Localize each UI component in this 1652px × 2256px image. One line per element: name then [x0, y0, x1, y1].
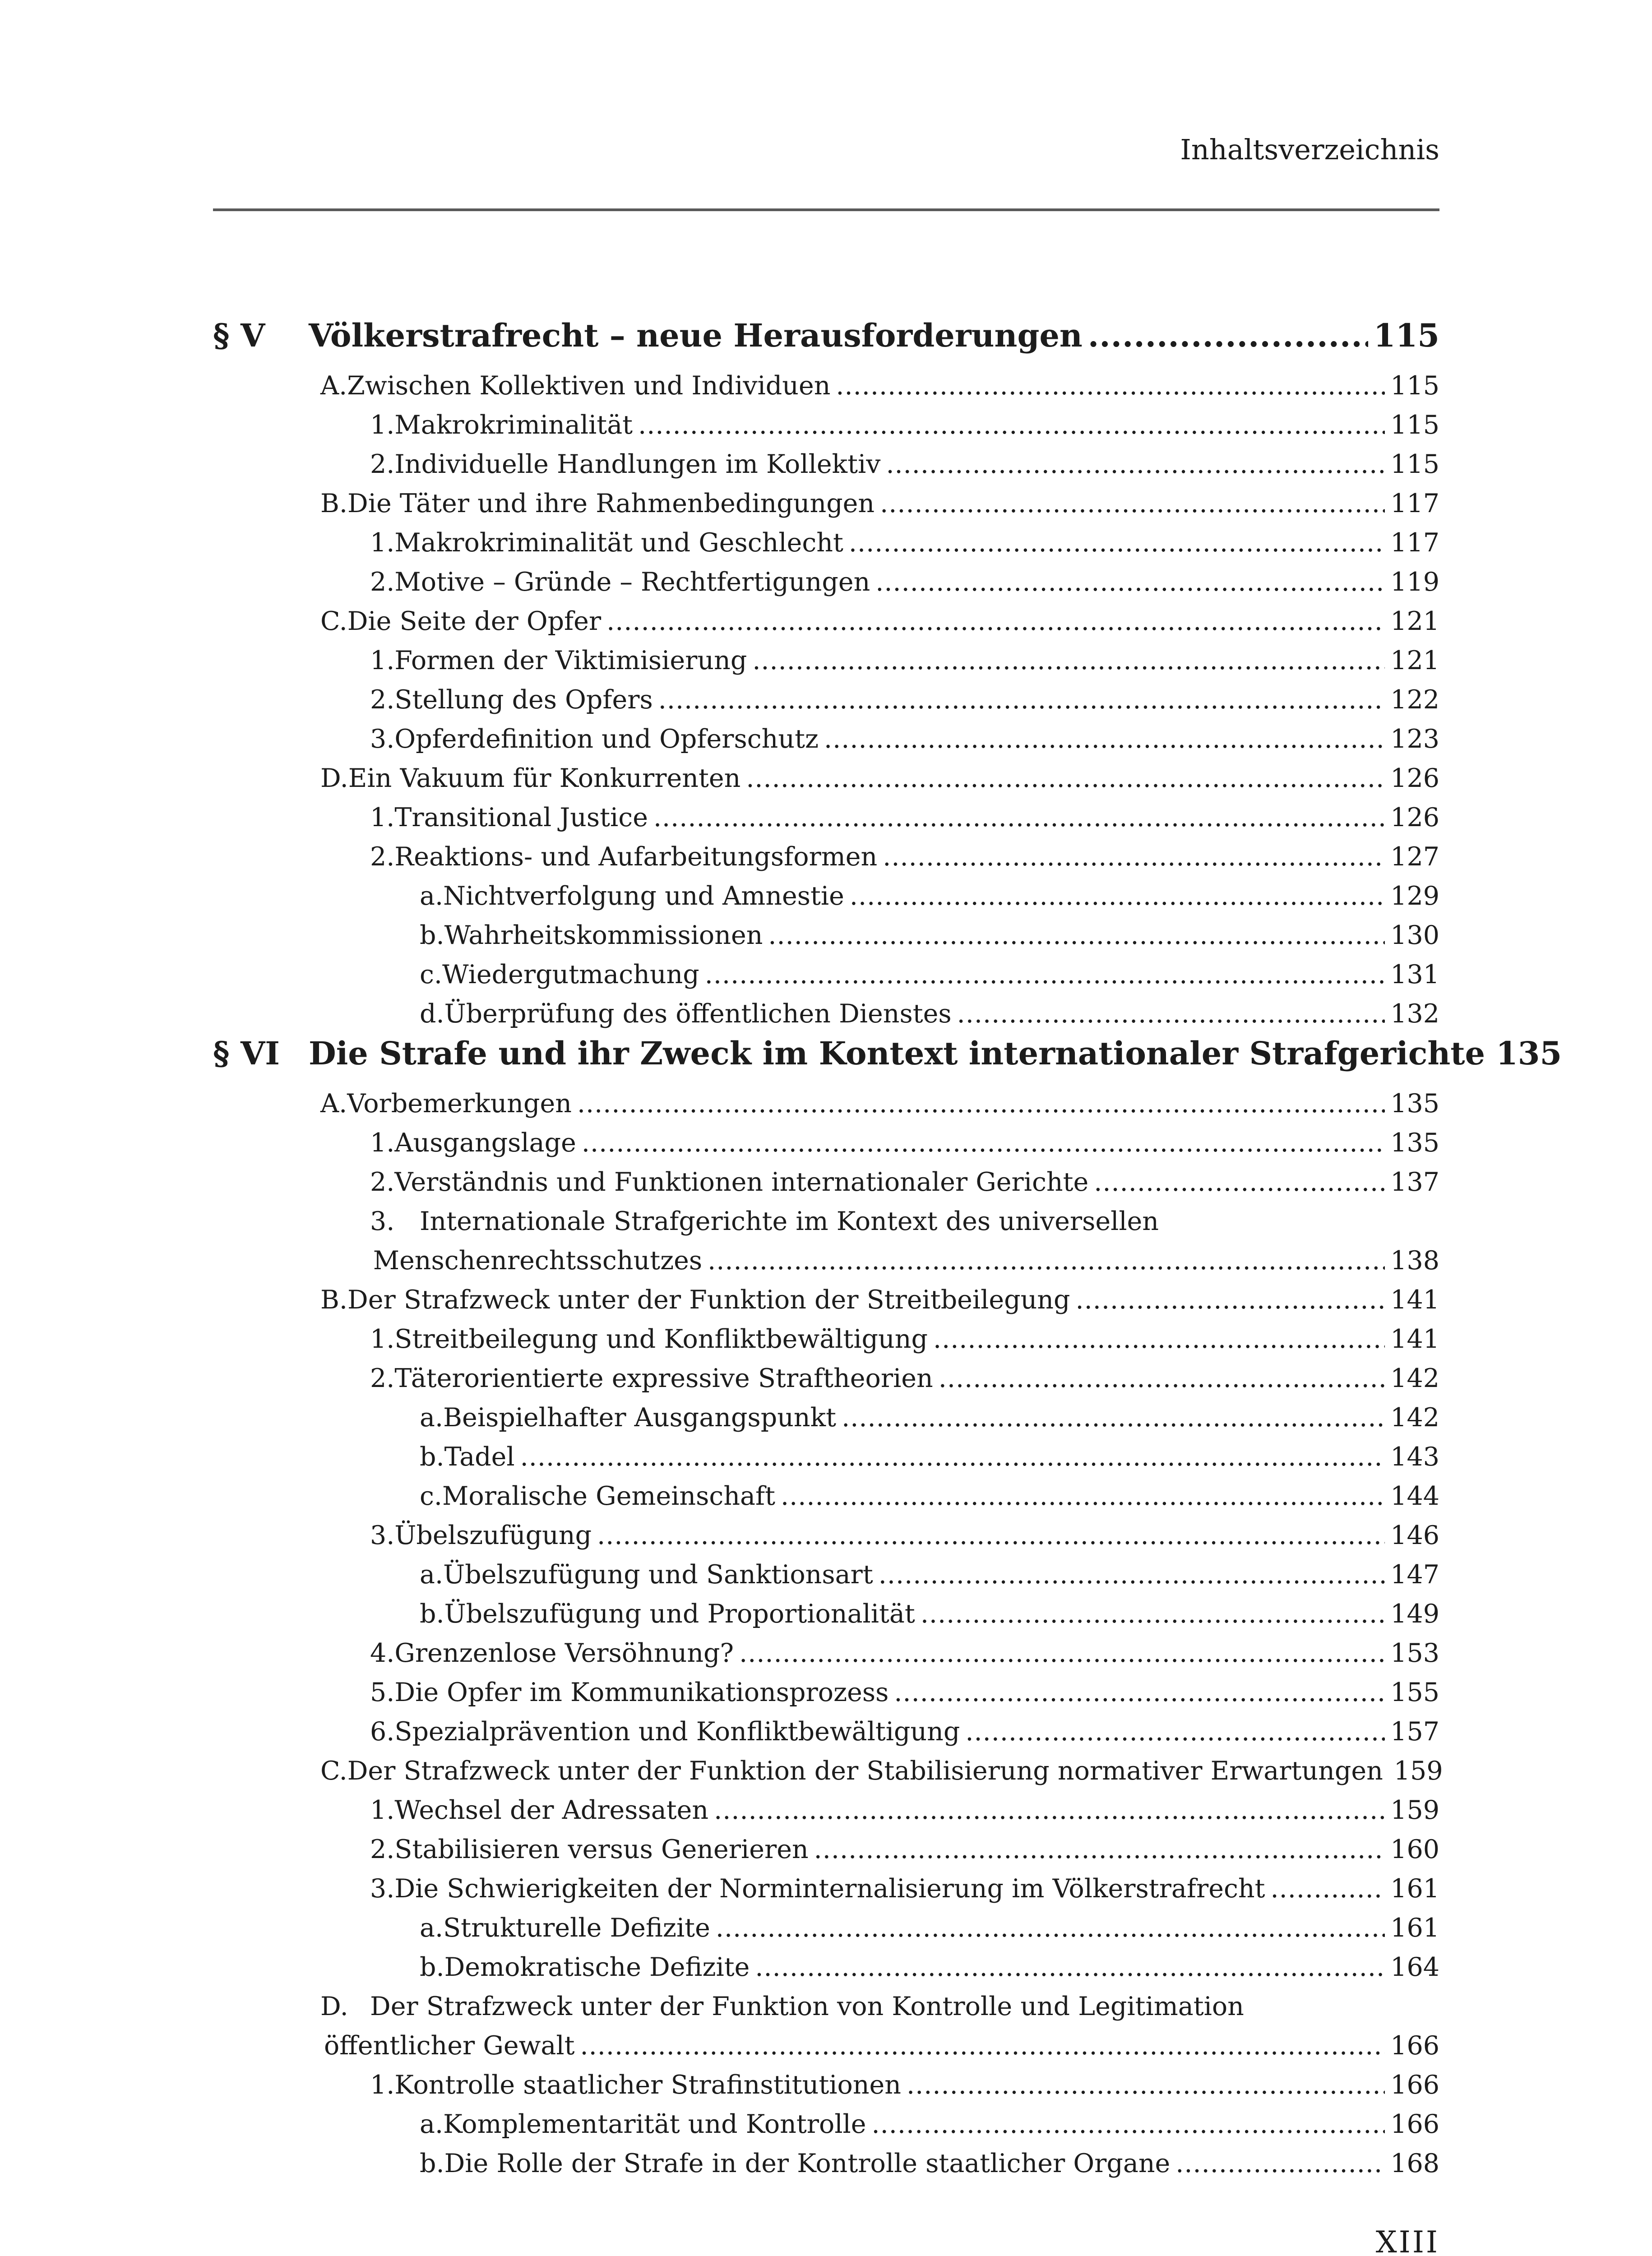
toc-entry-page: 126 — [1390, 803, 1439, 832]
toc-entry-page: 132 — [1390, 999, 1439, 1029]
toc-entry-title: Grenzenlose Versöhnung? — [394, 1638, 734, 1668]
dot-leader — [836, 366, 1385, 406]
toc-entry — [213, 759, 1439, 798]
toc-entry-page: 127 — [1390, 842, 1439, 872]
toc-entry-title: Zwischen Kollektiven und Individuen — [347, 371, 831, 401]
toc-entry-page: 157 — [1390, 1717, 1439, 1747]
dot-leader — [824, 720, 1385, 759]
toc-entry-number: a. — [420, 1560, 444, 1590]
toc-entry-number: 1. — [370, 2070, 395, 2100]
toc-entry-page: 166 — [1390, 2070, 1439, 2100]
toc-entry — [213, 1673, 1439, 1712]
toc-entry-title: Motive – Gründe – Rechtfertigungen — [394, 567, 870, 597]
toc-entry-title: Beispielhafter Ausgangspunkt — [443, 1403, 837, 1433]
toc-entry — [213, 680, 1439, 720]
toc-entry-page: 117 — [1390, 528, 1439, 558]
toc-entry-number: 2. — [370, 1364, 395, 1393]
toc-entry-page: 142 — [1390, 1403, 1439, 1433]
toc-entry-title: Der Strafzweck unter der Funktion der Stabilisierung normativer Erwartungen — [347, 1756, 1383, 1786]
toc-entry-number: d. — [420, 999, 444, 1029]
toc-entry-page: 115 — [1390, 410, 1439, 440]
toc-entry-number: 2. — [370, 1835, 395, 1864]
toc-entry-title: Wiedergutmachung — [442, 960, 699, 989]
toc-entry — [213, 1752, 1443, 1791]
toc-entry-title: Die Opfer im Kommunikationsprozess — [394, 1678, 889, 1707]
toc-entry — [213, 484, 1439, 523]
dot-leader — [580, 2026, 1385, 2066]
dot-leader — [880, 484, 1385, 523]
toc-entry-title: Moralische Gemeinschaft — [442, 1481, 776, 1511]
toc-entry-page: 121 — [1390, 646, 1439, 675]
toc-entry-number: 1. — [370, 410, 395, 440]
toc-chapter — [213, 316, 1439, 366]
toc-entry-page: 122 — [1390, 685, 1439, 715]
toc-entry — [213, 1909, 1439, 1948]
toc-entry-page: 143 — [1390, 1442, 1439, 1472]
toc-entry-title: Ausgangslage — [394, 1128, 576, 1158]
toc-entry-title: Die Seite der Opfer — [347, 606, 602, 636]
toc-entry-page: 121 — [1390, 606, 1439, 636]
toc-entry — [213, 720, 1439, 759]
toc-entry-page: 129 — [1390, 881, 1439, 911]
toc-entry-page: 166 — [1390, 2031, 1439, 2061]
toc-entry-title: Transitional Justice — [394, 803, 648, 832]
toc-entry-title: Verständnis und Funktionen internationaler Gerichte — [394, 1167, 1089, 1197]
toc-entry — [213, 1516, 1439, 1555]
toc-entry — [213, 1477, 1439, 1516]
toc-entry-number: 3. — [370, 724, 395, 754]
toc-entry-page: 126 — [1390, 763, 1439, 793]
toc-entry — [213, 1123, 1439, 1163]
toc-entry-page: 166 — [1390, 2109, 1439, 2139]
toc-entry-page: 130 — [1390, 920, 1439, 950]
toc-entry-page: 160 — [1390, 1835, 1439, 1864]
toc-entry-page: 141 — [1390, 1324, 1439, 1354]
toc-entry-page: 131 — [1390, 960, 1439, 989]
toc-entry-title: Übelszufügung und Sanktionsart — [443, 1560, 873, 1590]
toc-entry-number: b. — [420, 920, 444, 950]
toc-entry-title: Der Strafzweck unter der Funktion der Streitbeilegung — [347, 1285, 1070, 1315]
toc-entry — [213, 955, 1439, 994]
toc-entry — [213, 1634, 1439, 1673]
toc-entry-number: 1. — [370, 1795, 395, 1825]
page-number: XIII — [1375, 2225, 1439, 2256]
dot-leader — [849, 523, 1385, 563]
toc-entry-number: 2. — [370, 685, 395, 715]
toc-entry-title: Wahrheitskommissionen — [444, 920, 763, 950]
toc-entry-title: Wechsel der Adressaten — [394, 1795, 709, 1825]
toc-entry — [213, 2144, 1439, 2183]
toc-entry-title-continued: öffentlicher Gewalt — [324, 2031, 575, 2061]
toc-entry-page: 159 — [1393, 1756, 1443, 1786]
toc-entry-title: Streitbeilegung und Konfliktbewältigung — [394, 1324, 928, 1354]
toc-entry-number: a. — [420, 2109, 444, 2139]
dot-leader — [577, 1084, 1385, 1123]
toc-entry-page: 138 — [1390, 1246, 1439, 1276]
dot-leader — [714, 1791, 1385, 1830]
toc-entry-number: 1. — [370, 1128, 395, 1158]
toc-entry-title: Täterorientierte expressive Straftheorien — [394, 1364, 933, 1393]
toc-entry-title: Strukturelle Defizite — [443, 1913, 710, 1943]
dot-leader — [894, 1673, 1385, 1712]
dot-leader — [850, 877, 1385, 916]
toc-entry-number: C. — [320, 1756, 347, 1786]
toc-entry-page: 123 — [1390, 724, 1439, 754]
dot-leader — [1175, 2144, 1385, 2183]
toc-entry-title: Opferdefinition und Opferschutz — [394, 724, 819, 754]
toc-entry-page: 155 — [1390, 1678, 1439, 1707]
toc-entry-page: 115 — [1390, 371, 1439, 401]
toc-chapter-page: 135 — [1496, 1035, 1562, 1072]
toc-entry-title: Komplementarität und Kontrolle — [443, 2109, 866, 2139]
toc-entry — [213, 2066, 1439, 2105]
toc-entry — [213, 523, 1439, 563]
dot-leader — [739, 1634, 1385, 1673]
dot-leader — [921, 1595, 1385, 1634]
toc-chapter-number: § VI — [213, 1035, 280, 1072]
toc-chapter-page: 115 — [1373, 317, 1439, 354]
toc-entry-number: 2. — [370, 842, 395, 872]
toc-entry-title: Formen der Viktimisierung — [394, 646, 747, 675]
toc-entry-page: 117 — [1390, 489, 1439, 518]
toc-entry — [213, 1202, 1439, 1241]
toc-entry — [213, 1555, 1439, 1595]
dot-leader — [582, 1123, 1385, 1163]
toc-entry-title: Vorbemerkungen — [347, 1089, 572, 1119]
dot-leader — [781, 1477, 1385, 1516]
toc-entry — [213, 1830, 1439, 1869]
toc-entry-title: Übelszufügung und Proportionalität — [444, 1599, 915, 1629]
dot-leader — [1270, 1869, 1385, 1909]
toc-entry — [213, 366, 1439, 406]
toc-entry — [213, 445, 1439, 484]
toc-entry-number: 2. — [370, 449, 395, 479]
toc-entry-title: Makrokriminalität und Geschlecht — [394, 528, 843, 558]
toc-entry-number: 6. — [370, 1717, 395, 1747]
toc-entry-number: 1. — [370, 803, 395, 832]
toc-entry — [213, 1712, 1439, 1752]
toc-entry-page: 144 — [1390, 1481, 1439, 1511]
dot-leader — [965, 1712, 1385, 1752]
toc-chapter — [213, 1034, 1562, 1084]
toc-entry-number: 1. — [370, 1324, 395, 1354]
toc-entry — [213, 1987, 1439, 2026]
toc-entry-number: c. — [420, 960, 443, 989]
dot-leader — [752, 641, 1385, 680]
dot-leader — [1094, 1163, 1385, 1202]
toc-entry-number: D. — [320, 763, 348, 793]
toc-entry — [213, 1791, 1439, 1830]
toc-entry-title: Demokratische Defizite — [444, 1952, 750, 1982]
toc-entry — [213, 641, 1439, 680]
toc-entry — [213, 1163, 1439, 1202]
toc-entry-number: 3. — [370, 1207, 395, 1236]
toc-entry-page: 135 — [1390, 1089, 1439, 1119]
toc-entry-page: 141 — [1390, 1285, 1439, 1315]
toc-entry-title: Tadel — [444, 1442, 515, 1472]
toc-entry-title: Übelszufügung — [394, 1521, 592, 1550]
dot-leader — [957, 994, 1385, 1034]
dot-leader — [1076, 1281, 1385, 1320]
toc-entry — [213, 1398, 1439, 1438]
toc-entry-number: A. — [320, 371, 347, 401]
toc-entry-number: b. — [420, 1952, 444, 1982]
toc-entry — [213, 837, 1439, 877]
dot-leader — [755, 1948, 1385, 1987]
toc-chapter-number: § V — [213, 317, 265, 354]
toc-entry-number: a. — [420, 1403, 444, 1433]
toc-entry — [213, 1320, 1439, 1359]
toc-entry-number: b. — [420, 2149, 444, 2178]
toc-entry-number: b. — [420, 1599, 444, 1629]
dot-leader — [653, 798, 1385, 837]
dot-leader — [842, 1398, 1385, 1438]
toc-entry-title: Stellung des Opfers — [394, 685, 653, 715]
toc-entry — [213, 994, 1439, 1034]
toc-entry-number: 2. — [370, 1167, 395, 1197]
toc-entry-page: 146 — [1390, 1521, 1439, 1550]
dot-leader — [875, 563, 1385, 602]
dot-leader — [708, 1241, 1385, 1281]
dot-leader — [746, 759, 1385, 798]
toc-entry-title: Der Strafzweck unter der Funktion von Kontrolle und Legitimation — [370, 1992, 1244, 2021]
toc-entry-page: 161 — [1390, 1874, 1439, 1904]
toc-entry-page: 164 — [1390, 1952, 1439, 1982]
toc-entry-title: Makrokriminalität — [394, 410, 633, 440]
toc-entry-title: Reaktions- und Aufarbeitungsformen — [394, 842, 878, 872]
toc-entry — [213, 563, 1439, 602]
dot-leader — [814, 1830, 1385, 1869]
toc-entry-page: 137 — [1390, 1167, 1439, 1197]
toc-entry — [213, 602, 1439, 641]
dot-leader — [716, 1909, 1385, 1948]
toc-entry-title: Die Rolle der Strafe in der Kontrolle staatlicher Organe — [444, 2149, 1171, 2178]
toc-entry — [213, 2105, 1439, 2144]
toc-entry — [213, 1084, 1439, 1123]
toc-entry-page: 142 — [1390, 1364, 1439, 1393]
dot-leader — [638, 406, 1385, 445]
toc-entry — [213, 1948, 1439, 1987]
toc-entry — [213, 877, 1439, 916]
toc-entry — [213, 1595, 1439, 1634]
dot-leader — [1088, 316, 1368, 355]
dot-leader — [907, 2066, 1385, 2105]
toc-entry-number: 1. — [370, 646, 395, 675]
toc-entry-number: D. — [320, 1992, 348, 2021]
dot-leader — [886, 445, 1385, 484]
toc-entry-page: 147 — [1390, 1560, 1439, 1590]
toc-entry — [213, 406, 1439, 445]
toc-entry-number: c. — [420, 1481, 443, 1511]
dot-leader — [939, 1359, 1385, 1398]
toc-entry-number: b. — [420, 1442, 444, 1472]
toc-entry-number: 5. — [370, 1678, 395, 1707]
toc-entry-title: Nichtverfolgung und Amnestie — [443, 881, 844, 911]
dot-leader — [705, 955, 1385, 994]
running-header: Inhaltsverzeichnis — [1180, 133, 1439, 166]
toc-entry — [213, 1869, 1439, 1909]
toc-entry-title: Überprüfung des öffentlichen Dienstes — [444, 999, 952, 1029]
toc-entry — [213, 916, 1439, 955]
dot-leader — [606, 602, 1385, 641]
toc-entry-page: 159 — [1390, 1795, 1439, 1825]
toc-entry-number: 1. — [370, 528, 395, 558]
toc-entry-number: 2. — [370, 567, 395, 597]
toc-entry-number: C. — [320, 606, 347, 636]
dot-leader — [883, 837, 1385, 877]
toc-entry-continuation — [213, 2026, 1439, 2066]
toc-entry-title: Die Schwierigkeiten der Norminternalisierung im Völkerstrafrecht — [394, 1874, 1265, 1904]
toc-entry-number: 4. — [370, 1638, 395, 1668]
toc-entry — [213, 1359, 1439, 1398]
dot-leader — [597, 1516, 1385, 1555]
dot-leader — [872, 2105, 1385, 2144]
dot-leader — [933, 1320, 1385, 1359]
header-rule — [213, 208, 1439, 211]
toc-entry-number: B. — [320, 1285, 348, 1315]
toc-entry-page: 153 — [1390, 1638, 1439, 1668]
toc-entry-title: Ein Vakuum für Konkurrenten — [348, 763, 741, 793]
toc-entry-page: 115 — [1390, 449, 1439, 479]
toc-entry-number: 3. — [370, 1874, 395, 1904]
toc-entry-number: 3. — [370, 1521, 395, 1550]
toc-entry-title: Spezialprävention und Konfliktbewältigung — [394, 1717, 960, 1747]
toc-entry-number: A. — [320, 1089, 347, 1119]
toc-entry-page: 119 — [1390, 567, 1439, 597]
toc-entry-number: a. — [420, 1913, 444, 1943]
toc-entry-title: Stabilisieren versus Generieren — [394, 1835, 809, 1864]
dot-leader — [520, 1438, 1385, 1477]
toc-entry — [213, 1281, 1439, 1320]
toc-entry-title: Die Täter und ihre Rahmenbedingungen — [347, 489, 875, 518]
toc-entry-page: 135 — [1390, 1128, 1439, 1158]
dot-leader — [658, 680, 1385, 720]
dot-leader — [768, 916, 1385, 955]
toc-chapter-title: Die Strafe und ihr Zweck im Kontext internationaler Strafgerichte — [309, 1035, 1485, 1072]
toc-chapter-title: Völkerstrafrecht – neue Herausforderungen — [309, 317, 1083, 354]
toc-entry-page: 168 — [1390, 2149, 1439, 2178]
table-of-contents — [213, 316, 1562, 2183]
toc-entry-number: a. — [420, 881, 444, 911]
dot-leader — [879, 1555, 1385, 1595]
toc-entry-page: 161 — [1390, 1913, 1439, 1943]
toc-entry-title: Kontrolle staatlicher Strafinstitutionen — [394, 2070, 901, 2100]
toc-entry-title-continued: Menschenrechtsschutzes — [373, 1246, 703, 1276]
toc-entry — [213, 798, 1439, 837]
toc-entry-page: 149 — [1390, 1599, 1439, 1629]
toc-entry-continuation — [213, 1241, 1439, 1281]
toc-entry-title: Individuelle Handlungen im Kollektiv — [394, 449, 881, 479]
toc-entry-title: Internationale Strafgerichte im Kontext des universellen — [420, 1207, 1159, 1236]
toc-entry — [213, 1438, 1439, 1477]
toc-entry-number: B. — [320, 489, 348, 518]
